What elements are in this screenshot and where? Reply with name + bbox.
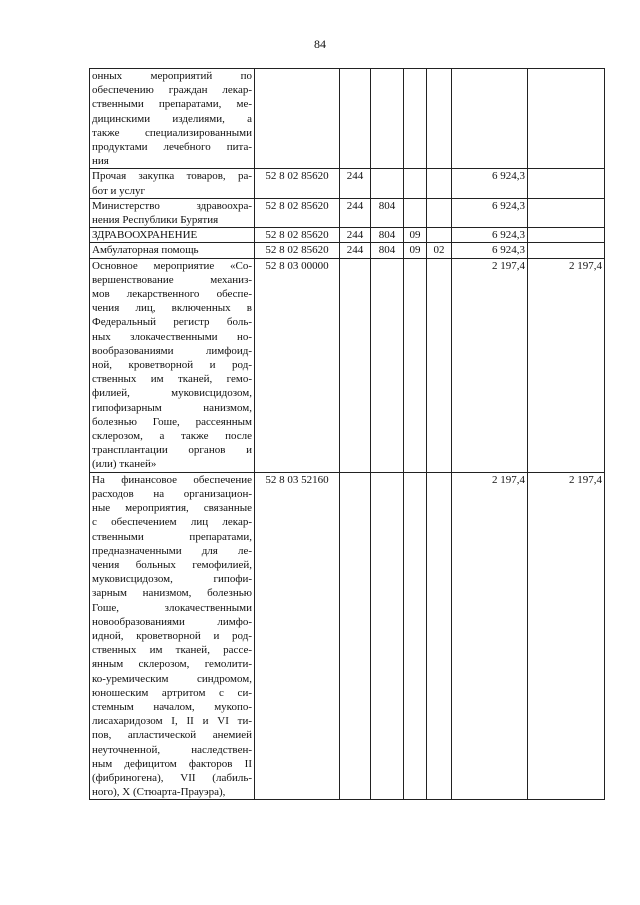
description-line: предназначенными для ле- <box>92 544 252 557</box>
description-line: ния <box>92 155 109 168</box>
ministry-code-cell: 804 <box>371 243 404 258</box>
description-line: дицинскими изделиями, а <box>92 112 252 125</box>
description-line: пов, апластической анемией <box>92 729 252 742</box>
description-line: бот и услуг <box>92 184 146 197</box>
description-line: ные мероприятия, связанные <box>92 502 252 515</box>
section-cell <box>404 198 427 227</box>
table-row <box>90 228 605 243</box>
row-description <box>90 243 255 258</box>
description-line: ственных им тканей, рассе- <box>92 644 252 657</box>
description-line: ко-уремическим синдромом, <box>92 672 252 685</box>
description-line: также специализированными <box>92 126 252 139</box>
description-line: расходов на организацион- <box>92 487 252 500</box>
section-cell <box>404 69 427 169</box>
description-line: Прочая закупка товаров, ра- <box>92 170 252 183</box>
amount-cell <box>452 69 528 169</box>
subsection-cell <box>427 228 452 243</box>
amount-2-cell <box>528 228 605 243</box>
description-line: Министерство здравоохра- <box>92 199 252 212</box>
amount-cell: 6 924,3 <box>452 243 528 258</box>
table-row <box>90 243 605 258</box>
section-cell: 09 <box>404 243 427 258</box>
description-line: онных мероприятий по <box>92 70 252 82</box>
description-line: новообразованиями лимфо- <box>92 615 252 628</box>
amount-cell: 2 197,4 <box>452 472 528 800</box>
description-line: мов лекарственного обеспе- <box>92 288 252 301</box>
description-line: ным дефицитом факторов II <box>92 757 252 770</box>
ministry-code-cell: 804 <box>371 228 404 243</box>
description-line: Гоше, злокачественными <box>92 601 252 614</box>
description-line: вершенствование механиз- <box>92 273 252 286</box>
expense-type-cell: 244 <box>340 228 371 243</box>
target-article-cell: 52 8 02 85620 <box>255 243 340 258</box>
target-article-cell: 52 8 02 85620 <box>255 198 340 227</box>
description-line: гипофизарным нанизмом, <box>92 401 252 414</box>
description-line: На финансовое обеспечение <box>92 473 252 486</box>
description-line: (фибриногена), VII (лабиль- <box>92 771 252 784</box>
amount-2-cell <box>528 198 605 227</box>
description-line: с обеспечением лиц лекар- <box>92 516 252 529</box>
description-line: янным склерозом, гемолити- <box>92 658 252 671</box>
table-row <box>90 169 605 198</box>
target-article-cell: 52 8 02 85620 <box>255 169 340 198</box>
subsection-cell <box>427 69 452 169</box>
description-line: вообразованиями лимфоид- <box>92 344 252 357</box>
description-line: муковисцидозом, гипофи- <box>92 573 252 586</box>
row-description <box>90 198 255 227</box>
row-description <box>90 258 255 472</box>
amount-cell: 6 924,3 <box>452 198 528 227</box>
description-line: Основное мероприятие «Со- <box>92 259 252 272</box>
expense-type-cell: 244 <box>340 198 371 227</box>
target-article-cell: 52 8 03 00000 <box>255 258 340 472</box>
description-line: Амбулаторная помощь <box>92 244 199 257</box>
table-row <box>90 69 605 169</box>
amount-cell: 2 197,4 <box>452 258 528 472</box>
expense-type-cell <box>340 258 371 472</box>
ministry-code-cell <box>371 69 404 169</box>
description-line: ной, кроветворной и род- <box>92 359 252 372</box>
row-description <box>90 228 255 243</box>
subsection-cell <box>427 169 452 198</box>
amount-2-cell: 2 197,4 <box>528 472 605 800</box>
target-article-cell <box>255 69 340 169</box>
description-line: ЗДРАВООХРАНЕНИЕ <box>92 229 198 242</box>
description-line: трансплантации органов и <box>92 444 252 457</box>
expense-type-cell <box>340 472 371 800</box>
description-line: филией, муковисцидозом, <box>92 387 252 400</box>
ministry-code-cell: 804 <box>371 198 404 227</box>
ministry-code-cell <box>371 169 404 198</box>
amount-2-cell <box>528 69 605 169</box>
subsection-cell: 02 <box>427 243 452 258</box>
description-line: чения больных гемофилией, <box>92 558 252 571</box>
subsection-cell <box>427 198 452 227</box>
ministry-code-cell <box>371 472 404 800</box>
description-line: обеспечению граждан лекар- <box>92 84 252 97</box>
description-line: юношеским артритом с си- <box>92 686 252 699</box>
table-row <box>90 258 605 472</box>
description-line: стемным началом, мукопо- <box>92 700 252 713</box>
description-line: неуточненной, наследствен- <box>92 743 252 756</box>
description-line: ного), X (Стюарта-Прауэра), <box>92 786 226 799</box>
section-cell: 09 <box>404 228 427 243</box>
description-line: ственных им тканей, гемо- <box>92 373 252 386</box>
target-article-cell: 52 8 02 85620 <box>255 228 340 243</box>
row-description <box>90 472 255 800</box>
description-line: ственными препаратами, <box>92 530 252 543</box>
description-line: нения Республики Бурятия <box>92 214 219 227</box>
description-line: (или) тканей» <box>92 458 157 471</box>
table-row <box>90 198 605 227</box>
ministry-code-cell <box>371 258 404 472</box>
amount-2-cell <box>528 169 605 198</box>
description-line: зарным нанизмом, болезнью <box>92 587 252 600</box>
description-line: чения лиц, включенных в <box>92 302 252 315</box>
description-line: болезнью Гоше, рассеянным <box>92 415 252 428</box>
section-cell <box>404 472 427 800</box>
row-description <box>90 169 255 198</box>
section-cell <box>404 169 427 198</box>
amount-2-cell <box>528 243 605 258</box>
expense-type-cell: 244 <box>340 243 371 258</box>
subsection-cell <box>427 258 452 472</box>
description-line: ственными препаратами, ме- <box>92 98 252 111</box>
description-line: идной, кроветворной и род- <box>92 629 252 642</box>
description-line: продуктами лечебного пита- <box>92 141 252 154</box>
description-line: склерозом, а также после <box>92 430 252 443</box>
table-row <box>90 472 605 800</box>
row-description <box>90 69 255 169</box>
budget-table <box>89 68 605 800</box>
amount-2-cell: 2 197,4 <box>528 258 605 472</box>
subsection-cell <box>427 472 452 800</box>
section-cell <box>404 258 427 472</box>
description-line: Федеральный регистр боль- <box>92 316 252 329</box>
page-number: 84 <box>314 37 326 51</box>
description-line: ных злокачественными но- <box>92 330 252 343</box>
amount-cell: 6 924,3 <box>452 169 528 198</box>
expense-type-cell: 244 <box>340 169 371 198</box>
amount-cell: 6 924,3 <box>452 228 528 243</box>
expense-type-cell <box>340 69 371 169</box>
target-article-cell: 52 8 03 52160 <box>255 472 340 800</box>
description-line: лисахаридозом I, II и VI ти- <box>92 715 252 728</box>
